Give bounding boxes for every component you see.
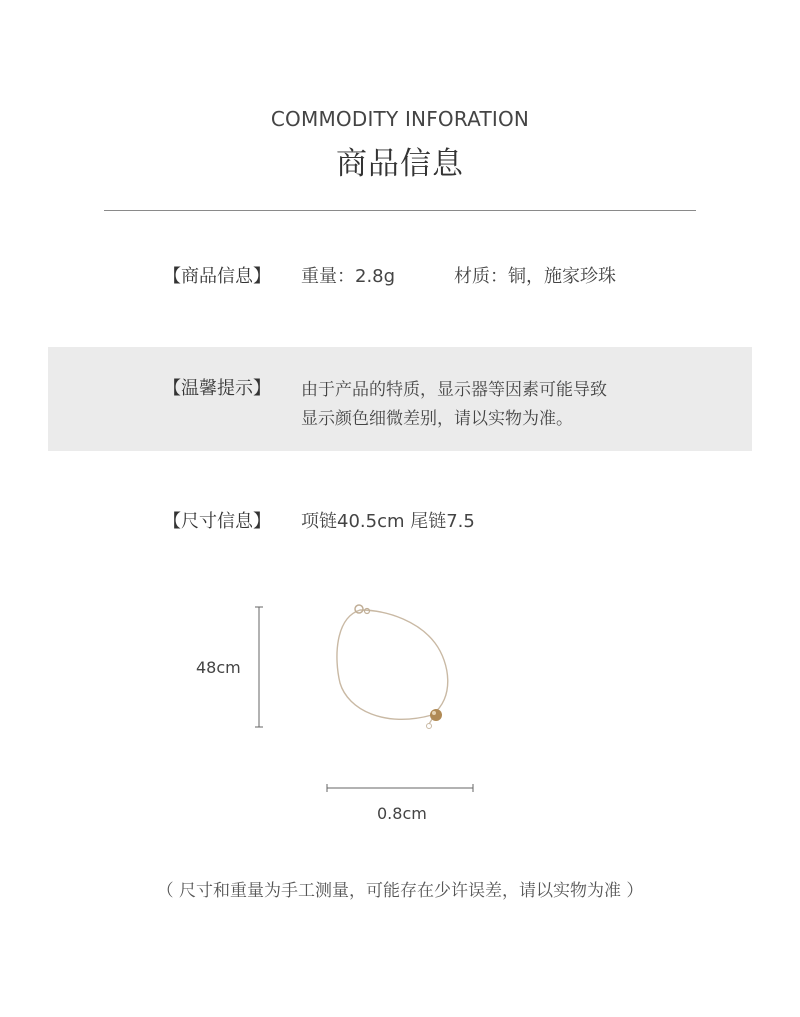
title-divider (104, 210, 696, 211)
height-label: 48cm (196, 658, 241, 677)
notice-line-2: 显示颜色细微差别，请以实物为准。 (301, 409, 573, 429)
necklace-chain (337, 610, 448, 719)
notice-label: 【温馨提示】 (163, 378, 271, 399)
section-title-cn: 商品信息 (336, 146, 464, 182)
notice-line-1: 由于产品的特质，显示器等因素可能导致 (301, 380, 607, 400)
material-value: 材质：铜，施家珍珠 (454, 266, 616, 287)
measurement-footnote: （ 尺寸和重量为手工测量，可能存在少许误差，请以实物为准 ） (156, 881, 644, 901)
height-dimension-line (255, 607, 263, 727)
size-value: 项链40.5cm 尾链7.5 (301, 511, 475, 532)
pearl-highlight-icon (432, 711, 436, 715)
necklace-diagram (250, 598, 490, 798)
section-title-en: COMMODITY INFORATION (270, 107, 530, 131)
info-label: 【商品信息】 (163, 266, 271, 287)
clasp-icon (355, 605, 363, 613)
pearl-icon (430, 709, 442, 721)
weight-value: 重量：2.8g (301, 266, 396, 287)
width-dimension-line (322, 780, 480, 796)
size-label: 【尺寸信息】 (163, 511, 271, 532)
tail-ring-icon (427, 724, 432, 729)
width-label: 0.8cm (377, 804, 427, 823)
